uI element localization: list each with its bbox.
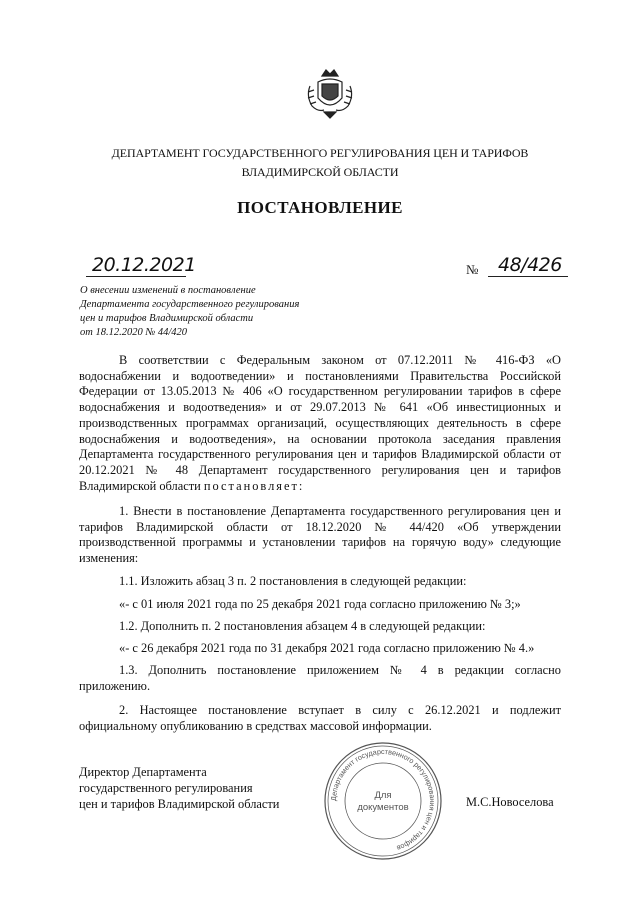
item-1-2-text xyxy=(79,641,561,657)
stamp-ring-text: Департамент государственного регулирования цен и тарифов xyxy=(328,746,438,853)
subject-line: от 18.12.2020 № 44/420 xyxy=(80,327,188,338)
number-underline xyxy=(488,276,568,277)
coat-of-arms-emblem xyxy=(300,62,360,122)
subject-line: цен и тарифов Владимирской области xyxy=(80,313,254,324)
round-stamp xyxy=(322,740,444,862)
stamp-center-line1: Для xyxy=(374,790,392,801)
item-paragraph: 1. Внести в постановление Департамента государственного регулирования цен и тарифов Владимирской области от 18.12.2020 № 44/420 «Об утверждении производственной программы и установлении тарифов на горячую воду» следующие изменения: xyxy=(79,504,561,566)
document-date: 20.12.2021 xyxy=(92,254,196,276)
subject-line: О внесении изменений в постановление xyxy=(80,285,256,296)
preamble-text: В соответствии с Федеральным законом от 07.12.2011 № 416-ФЗ «О водоснабжении и водоотведении» и постановлениями Правительства Российской Федерации от 13.05.2013 № 406 «О государственном регулировании тарифов в сфере водоснабжения и водоотведения» и от 29.07.2013 № 641 «Об инвестиционных и производственных программах организаций, осуществляющих деятельность в сфере водоснабжения и водоотведения», на основании протокола заседания правления Департамента государственного регулирования цен и тарифов Владимирской области от 20.12.2021 № 48 Департамент государственного регулирования цен и тарифов Владимирской области xyxy=(79,353,561,493)
position-line: государственного регулирования xyxy=(79,781,253,795)
item-paragraph: 1.2. Дополнить п. 2 постановления абзацем 4 в следующей редакции: xyxy=(119,619,486,633)
item-paragraph: 1.3. Дополнить постановление приложением № 4 в редакции согласно приложению. xyxy=(79,663,561,693)
signature-position xyxy=(79,764,279,812)
number-sign: № xyxy=(466,262,479,277)
item-paragraph: «- с 26 декабря 2021 года по 31 декабря 2021 года согласно приложению № 4.» xyxy=(119,641,535,655)
item-paragraph: «- с 01 июля 2021 года по 25 декабря 2021 года согласно приложению № 3;» xyxy=(119,597,521,611)
date-underline xyxy=(86,276,186,277)
position-line: Директор Департамента xyxy=(79,765,207,779)
item-paragraph: 1.1. Изложить абзац 3 п. 2 постановления в следующей редакции: xyxy=(119,574,467,588)
document-body xyxy=(79,353,561,494)
department-name-line2: ВЛАДИМИРСКОЙ ОБЛАСТИ xyxy=(241,165,399,179)
item-paragraph: 2. Настоящее постановление вступает в силу с 26.12.2021 и подлежит официальному опубликованию в средствах массовой информации. xyxy=(79,703,561,733)
document-type-title: ПОСТАНОВЛЕНИЕ xyxy=(237,198,403,217)
resolves-word: постановляет: xyxy=(203,478,305,493)
stamp-center-line2: документов xyxy=(357,802,409,813)
preamble-paragraph xyxy=(79,353,561,494)
item-1 xyxy=(79,504,561,567)
item-1-1 xyxy=(79,574,561,590)
subject-line: Департамента государственного регулирования xyxy=(80,299,300,310)
item-1-2 xyxy=(79,619,561,635)
item-1-3 xyxy=(79,663,561,694)
position-line: цен и тарифов Владимирской области xyxy=(79,797,280,811)
document-subject xyxy=(80,284,380,340)
item-2 xyxy=(79,703,561,734)
item-1-1-text xyxy=(79,597,561,613)
department-name-line1: ДЕПАРТАМЕНТ ГОСУДАРСТВЕННОГО РЕГУЛИРОВАНИЯ ЦЕН И ТАРИФОВ xyxy=(111,146,529,160)
document-number: 48/426 xyxy=(498,254,562,276)
signer-name: М.С.Новоселова xyxy=(466,795,554,809)
